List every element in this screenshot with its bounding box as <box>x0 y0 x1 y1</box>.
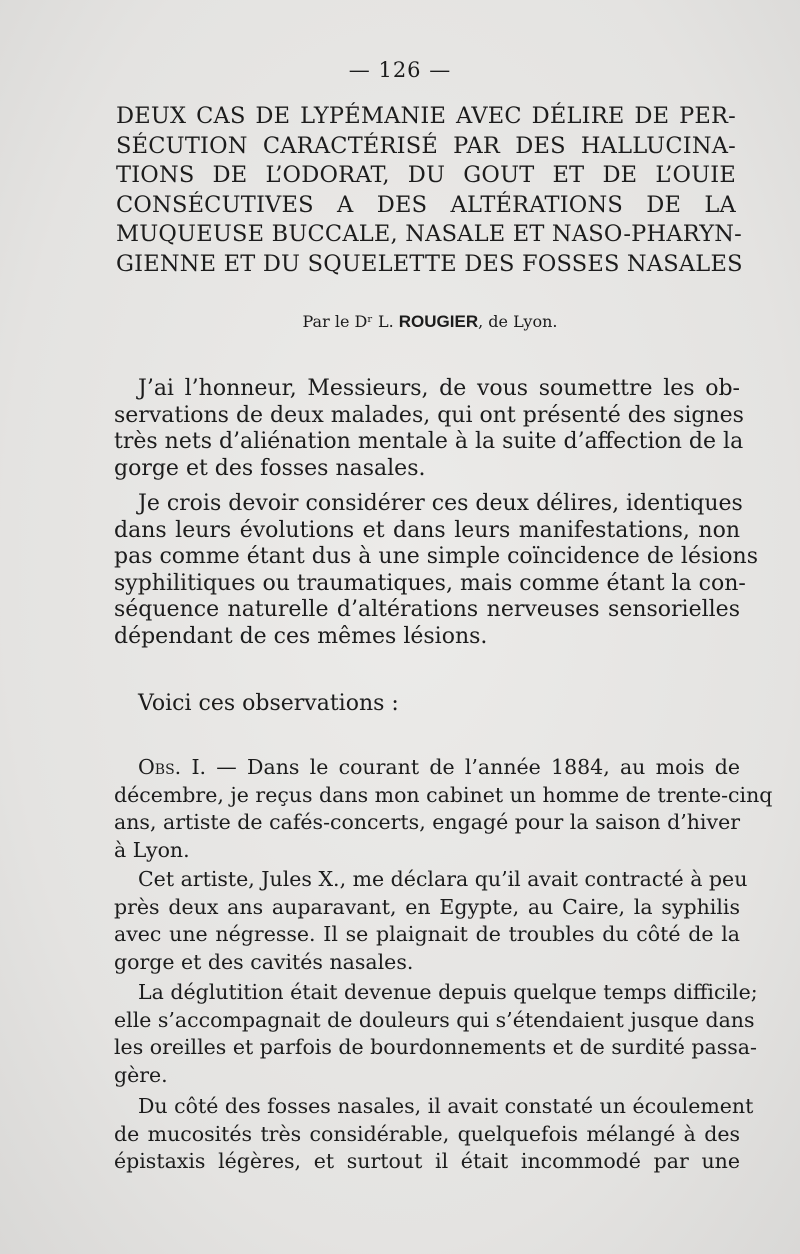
text-line: à Lyon. <box>114 837 190 862</box>
title-line: TIONS DE L’ODORAT, DU GOUT ET DE L’OUIE <box>116 162 736 188</box>
title-line: SÉCUTION CARACTÉRISÉ PAR DES HALLUCINA- <box>116 132 736 159</box>
title-line: DEUX CAS DE LYPÉMANIE AVEC DÉLIRE DE PER- <box>116 103 736 129</box>
text-line: dans leurs évolutions et dans leurs manifestations, non <box>114 517 740 543</box>
text-line: gère. <box>114 1062 168 1087</box>
page-number: — 126 — <box>348 58 452 82</box>
text-line <box>114 754 740 782</box>
title-line: GIENNE ET DU SQUELETTE DES FOSSES NASALES <box>116 250 743 277</box>
title-line: CONSÉCUTIVES A DES ALTÉRATIONS DE LA <box>116 191 736 218</box>
text-line: près deux ans auparavant, en Egypte, au Caire, la syphilis <box>114 894 740 919</box>
author-prefix: Par le Dʳ L. <box>302 312 394 331</box>
text-line: de mucosités très considérable, quelquefois mélangé à des <box>114 1121 740 1146</box>
text-line: elle s’accompagnait de douleurs qui s’étendaient jusque dans <box>114 1007 755 1032</box>
paragraph-observations-intro <box>114 691 740 718</box>
text-line: ans, artiste de cafés-concerts, engagé pour la saison d’hiver <box>114 810 740 834</box>
paragraph-deglutition <box>114 979 758 1089</box>
text-line: syphilitiques ou traumatiques, mais comme étant la con- <box>114 570 746 596</box>
text-line: gorge et des fosses nasales. <box>114 455 426 481</box>
paragraph-patient <box>114 866 748 976</box>
text-line: gorge et des cavités nasales. <box>114 949 414 974</box>
author-byline <box>0 312 800 332</box>
text-line: servations de deux malades, qui ont présenté des signes <box>114 402 744 428</box>
text-line: séquence naturelle d’altérations nerveuses sensorielles <box>114 597 740 622</box>
author-name: ROUGIER <box>398 312 479 331</box>
text-line: décembre, je reçus dans mon cabinet un homme de trente-cinq <box>114 782 773 807</box>
text-line: Cet artiste, Jules X., me déclara qu’il avait contracté à peu <box>138 867 748 891</box>
paragraph-intro <box>114 376 744 482</box>
paragraph-nasal <box>114 1093 754 1176</box>
text-line: Voici ces observations : <box>138 691 399 716</box>
text-line: avec une négresse. Il se plaignait de troubles du côté de la <box>114 922 740 946</box>
text-fragment: — Dans le courant de l’année 1884, au mois de <box>206 755 740 779</box>
paragraph-obs-1 <box>114 754 773 864</box>
title-line: MUQUEUSE BUCCALE, NASALE ET NASO-PHARYN- <box>116 221 742 247</box>
article-title <box>116 102 743 279</box>
text-line: Du côté des fosses nasales, il avait constaté un écoulement <box>138 1094 754 1118</box>
observation-label: Obs. I. <box>138 755 207 779</box>
text-line: pas comme étant dus à une simple coïncidence de lésions <box>114 544 758 569</box>
text-line: J’ai l’honneur, Messieurs, de vous soumettre les ob- <box>138 376 740 401</box>
text-line: Je crois devoir considérer ces deux délires, identiques <box>138 491 743 516</box>
author-suffix: , de Lyon. <box>478 312 558 331</box>
text-line: épistaxis légères, et surtout il était incommodé par une <box>114 1149 740 1173</box>
text-line: La déglutition était devenue depuis quelque temps difficile; <box>138 980 758 1004</box>
paragraph-thesis <box>114 491 758 650</box>
text-line: les oreilles et parfois de bourdonnements et de surdité passa- <box>114 1035 757 1059</box>
text-line: très nets d’aliénation mentale à la suite d’affection de la <box>114 429 744 454</box>
text-line: dépendant de ces mêmes lésions. <box>114 623 488 649</box>
